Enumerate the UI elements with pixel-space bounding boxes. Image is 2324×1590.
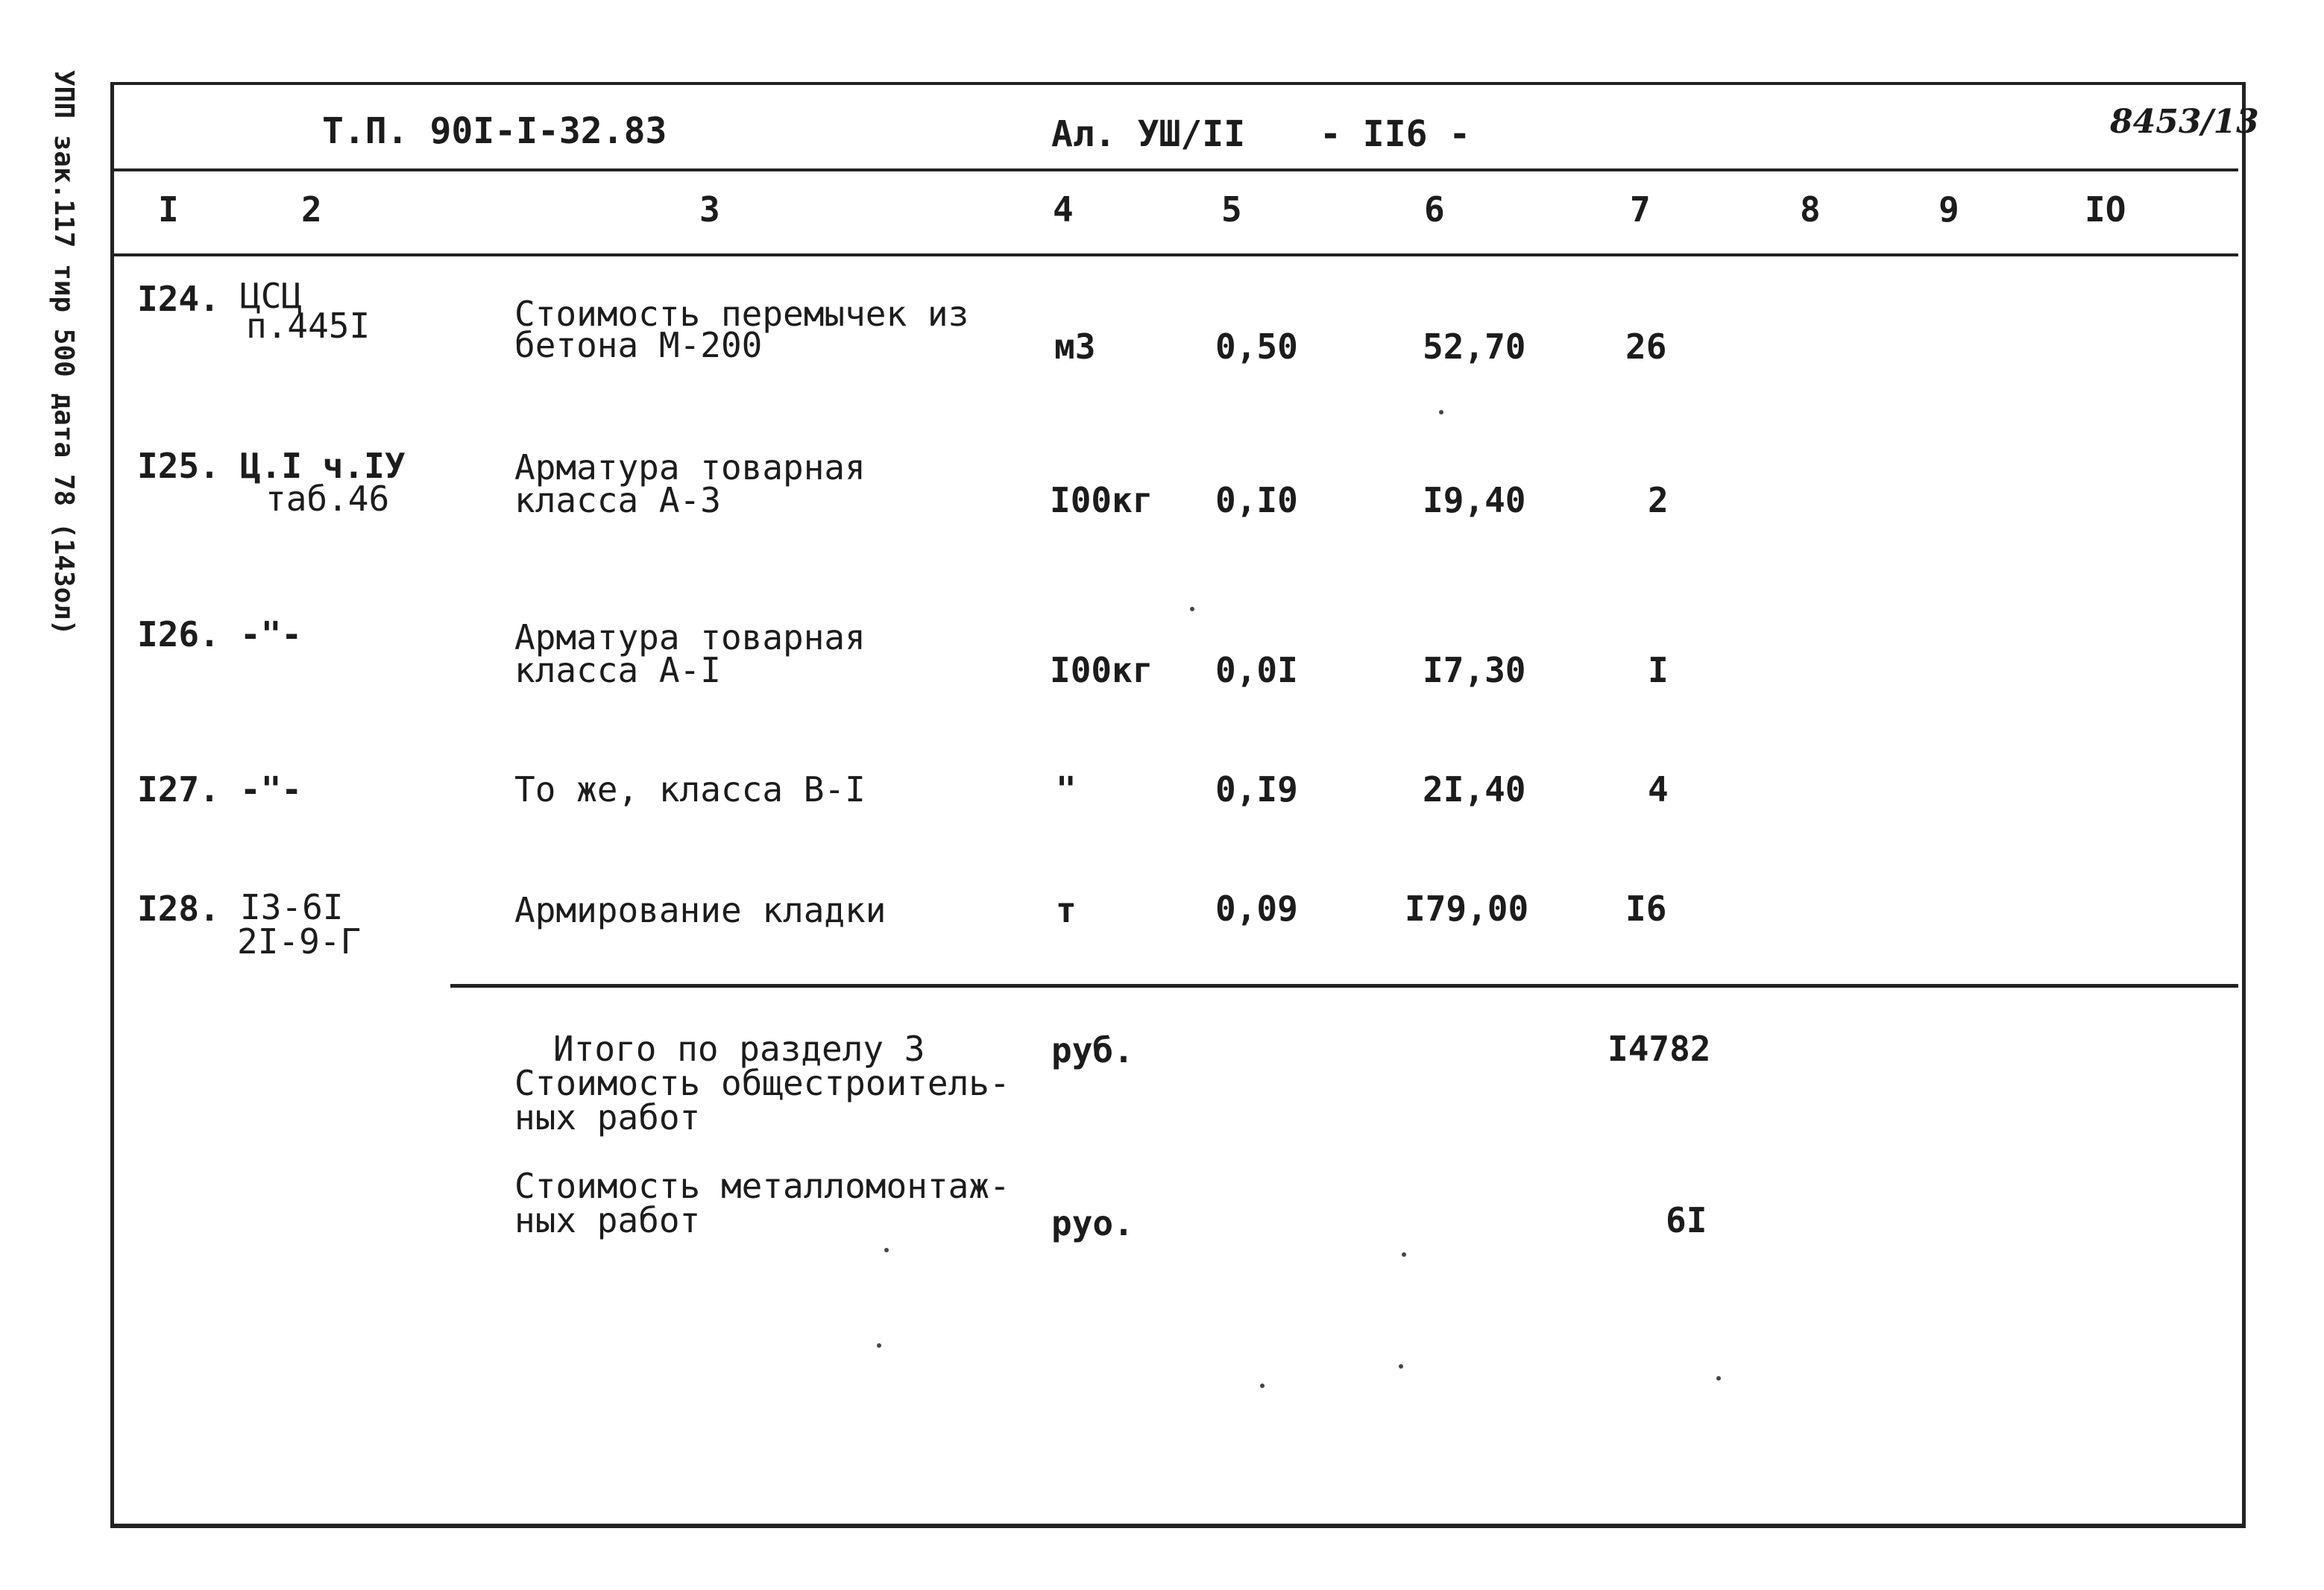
row-number: I26. — [137, 614, 220, 654]
item-description: То же, класса В-I — [514, 769, 866, 810]
scan-speck — [877, 1343, 881, 1348]
row-number: I24. — [137, 279, 220, 319]
scan-speck — [1402, 1252, 1406, 1257]
unit: " — [1056, 769, 1077, 810]
item-description: класса А-I — [514, 650, 721, 690]
price-code: п.445I — [246, 306, 371, 346]
scan-speck — [1399, 1364, 1403, 1369]
unit-price: 52,70 — [1423, 326, 1526, 367]
column-number: 6 — [1424, 189, 1445, 230]
summary-unit: руб. — [1051, 1030, 1134, 1070]
scan-speck — [1190, 607, 1194, 611]
unit: т — [1056, 890, 1077, 930]
unit: I00кг — [1050, 480, 1153, 520]
column-number: 4 — [1053, 189, 1074, 230]
summary-label: Итого по разделу 3 — [553, 1029, 925, 1069]
row-number: I28. — [137, 889, 220, 929]
summary-total: 6I — [1666, 1200, 1707, 1240]
item-description: Арматура товарная — [514, 447, 866, 488]
column-number: I — [158, 189, 179, 230]
inventory-stamp: 8453/13 — [2110, 103, 2259, 141]
total-cost: I6 — [1625, 889, 1667, 929]
summary-label: ных работ — [514, 1097, 701, 1138]
unit-price: I7,30 — [1423, 650, 1526, 690]
unit-price: I9,40 — [1423, 480, 1526, 520]
table-frame — [110, 82, 2246, 1528]
price-code: I3-6I — [240, 887, 344, 927]
column-number: IO — [2085, 189, 2126, 230]
quantity: 0,50 — [1215, 326, 1298, 367]
scan-speck — [1716, 1376, 1721, 1381]
column-number: 7 — [1630, 189, 1651, 230]
item-description: класса А-3 — [514, 480, 721, 520]
summary-label: Стоимость общестроитель- — [514, 1063, 1010, 1103]
quantity: 0,I0 — [1215, 480, 1298, 520]
scan-speck — [884, 1248, 889, 1252]
item-description: Армирование кладки — [514, 890, 887, 930]
side-archive-note: УПП зак.117 тир 500 дата 78 (143ол) — [48, 70, 79, 636]
summary-label: Стоимость металломонтаж- — [514, 1166, 1010, 1206]
item-description: Арматура товарная — [514, 617, 866, 657]
unit: м3 — [1054, 326, 1096, 367]
column-number: 9 — [1939, 189, 1959, 230]
project-code: Т.П. 90I-I-32.83 — [322, 110, 667, 152]
price-code: -"- — [240, 769, 303, 810]
item-description: Стоимость перемычек из — [514, 294, 969, 334]
column-header-divider — [114, 253, 2238, 256]
row-number: I27. — [137, 769, 220, 810]
scan-speck — [1439, 410, 1443, 414]
quantity: 0,0I — [1215, 650, 1298, 690]
total-cost: 2 — [1648, 480, 1669, 520]
unit: I00кг — [1050, 650, 1153, 690]
row-number: I25. — [137, 446, 220, 486]
summary-divider — [450, 984, 2238, 988]
column-number: 8 — [1800, 189, 1821, 230]
item-description: бетона М-200 — [514, 325, 763, 365]
price-code: -"- — [240, 614, 303, 654]
summary-total: I4782 — [1607, 1029, 1711, 1069]
quantity: 0,09 — [1215, 889, 1298, 929]
scan-speck — [1260, 1384, 1265, 1388]
unit-price: I79,00 — [1405, 889, 1529, 929]
price-code: ЦСЦ — [240, 276, 303, 316]
column-number: 3 — [699, 189, 720, 230]
page-number: - II6 - — [1320, 113, 1471, 155]
album-number: Ал. УШ/II — [1051, 113, 1246, 155]
summary-unit: руо. — [1051, 1203, 1134, 1243]
quantity: 0,I9 — [1215, 769, 1298, 810]
unit-price: 2I,40 — [1423, 769, 1526, 810]
total-cost: 4 — [1648, 769, 1669, 810]
total-cost: I — [1648, 650, 1669, 690]
price-code: таб.46 — [265, 479, 390, 519]
header-divider — [114, 168, 2238, 171]
price-code: Ц.I ч.IУ — [240, 446, 406, 486]
summary-label: ных работ — [514, 1200, 701, 1240]
total-cost: 26 — [1625, 326, 1667, 367]
column-number: 5 — [1221, 189, 1242, 230]
price-code: 2I-9-Г — [237, 921, 362, 962]
column-number: 2 — [301, 189, 322, 230]
